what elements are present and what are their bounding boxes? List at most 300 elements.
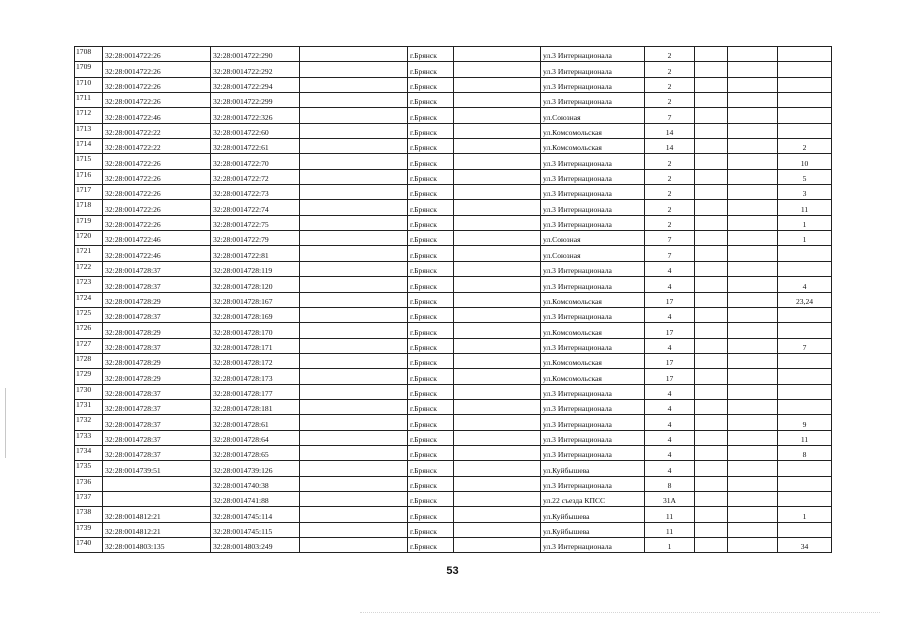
cadastral-number: 32:28:0014722:79 [211, 231, 300, 246]
city: г.Брянск [408, 384, 454, 399]
empty-cell [300, 77, 408, 92]
empty-cell [300, 231, 408, 246]
cadastral-quarter: 32:28:0014728:29 [103, 369, 211, 384]
empty-cell [454, 353, 541, 368]
cadastral-number: 32:28:0014722:294 [211, 77, 300, 92]
house-number: 17 [645, 323, 695, 338]
empty-cell [454, 538, 541, 553]
empty-cell [728, 47, 778, 62]
table-row [75, 231, 832, 246]
flat-number [778, 47, 832, 62]
empty-cell [728, 77, 778, 92]
empty-cell [695, 507, 728, 522]
table-row [75, 538, 832, 553]
empty-cell [695, 430, 728, 445]
flat-number [778, 246, 832, 261]
row-number: 1735 [75, 461, 103, 476]
street: ул.3 Интернационала [541, 200, 645, 215]
house-number: 14 [645, 139, 695, 154]
row-number: 1732 [75, 415, 103, 430]
empty-cell [728, 476, 778, 491]
empty-cell [454, 77, 541, 92]
row-number: 1722 [75, 261, 103, 276]
empty-cell [300, 108, 408, 123]
city: г.Брянск [408, 47, 454, 62]
city: г.Брянск [408, 323, 454, 338]
empty-cell [728, 277, 778, 292]
cadastral-quarter: 32:28:0014728:37 [103, 307, 211, 322]
empty-cell [454, 384, 541, 399]
empty-cell [300, 522, 408, 537]
table-row [75, 445, 832, 460]
cadastral-number: 32:28:0014728:61 [211, 415, 300, 430]
empty-cell [300, 139, 408, 154]
cadastral-quarter: 32:28:0014722:26 [103, 93, 211, 108]
city: г.Брянск [408, 185, 454, 200]
street: ул.Союзная [541, 108, 645, 123]
flat-number [778, 93, 832, 108]
table-row [75, 261, 832, 276]
house-number: 7 [645, 108, 695, 123]
street: ул.22 съезда КПСС [541, 491, 645, 506]
flat-number [778, 123, 832, 138]
street: ул.3 Интернационала [541, 215, 645, 230]
empty-cell [695, 231, 728, 246]
empty-cell [695, 384, 728, 399]
empty-cell [695, 108, 728, 123]
city: г.Брянск [408, 215, 454, 230]
table-row [75, 338, 832, 353]
empty-cell [728, 338, 778, 353]
street: ул.3 Интернационала [541, 399, 645, 414]
flat-number: 8 [778, 445, 832, 460]
house-number: 4 [645, 277, 695, 292]
cadastral-quarter: 32:28:0014728:29 [103, 323, 211, 338]
city: г.Брянск [408, 430, 454, 445]
house-number: 7 [645, 231, 695, 246]
cadastral-number: 32:28:0014722:75 [211, 215, 300, 230]
street: ул.Союзная [541, 246, 645, 261]
empty-cell [300, 47, 408, 62]
empty-cell [454, 108, 541, 123]
house-number: 1 [645, 538, 695, 553]
table-row [75, 123, 832, 138]
empty-cell [728, 430, 778, 445]
empty-cell [728, 369, 778, 384]
empty-cell [728, 445, 778, 460]
empty-cell [695, 215, 728, 230]
street: ул.3 Интернационала [541, 384, 645, 399]
table-row [75, 323, 832, 338]
street: ул.Куйбышева [541, 461, 645, 476]
empty-cell [728, 399, 778, 414]
street: ул.3 Интернационала [541, 277, 645, 292]
empty-cell [695, 62, 728, 77]
empty-cell [300, 123, 408, 138]
flat-number: 11 [778, 200, 832, 215]
cadastral-number: 32:28:0014722:61 [211, 139, 300, 154]
table-row [75, 139, 832, 154]
empty-cell [454, 246, 541, 261]
empty-cell [695, 353, 728, 368]
house-number: 7 [645, 246, 695, 261]
city: г.Брянск [408, 261, 454, 276]
street: ул.3 Интернационала [541, 476, 645, 491]
row-number: 1739 [75, 522, 103, 537]
flat-number [778, 323, 832, 338]
cadastral-number: 32:28:0014728:167 [211, 292, 300, 307]
table-row [75, 491, 832, 506]
house-number: 2 [645, 215, 695, 230]
cadastral-quarter: 32:28:0014728:37 [103, 338, 211, 353]
empty-cell [728, 215, 778, 230]
cadastral-number: 32:28:0014728:170 [211, 323, 300, 338]
cadastral-number: 32:28:0014740:38 [211, 476, 300, 491]
empty-cell [695, 47, 728, 62]
empty-cell [300, 246, 408, 261]
page-number: 53 [446, 565, 459, 577]
empty-cell [300, 215, 408, 230]
empty-cell [300, 430, 408, 445]
cadastral-number: 32:28:0014728:172 [211, 353, 300, 368]
house-number: 4 [645, 338, 695, 353]
street: ул.3 Интернационала [541, 169, 645, 184]
cadastral-number: 32:28:0014728:171 [211, 338, 300, 353]
empty-cell [300, 369, 408, 384]
empty-cell [300, 62, 408, 77]
empty-cell [728, 507, 778, 522]
street: ул.Куйбышева [541, 522, 645, 537]
empty-cell [300, 169, 408, 184]
street: ул.3 Интернационала [541, 47, 645, 62]
city: г.Брянск [408, 200, 454, 215]
empty-cell [454, 491, 541, 506]
city: г.Брянск [408, 522, 454, 537]
cadastral-number: 32:28:0014803:249 [211, 538, 300, 553]
empty-cell [728, 384, 778, 399]
house-number: 2 [645, 47, 695, 62]
empty-cell [728, 353, 778, 368]
empty-cell [695, 307, 728, 322]
cadastral-number: 32:28:0014722:292 [211, 62, 300, 77]
empty-cell [728, 522, 778, 537]
city: г.Брянск [408, 292, 454, 307]
street: ул.3 Интернационала [541, 93, 645, 108]
cadastral-quarter: 32:28:0014722:46 [103, 231, 211, 246]
empty-cell [454, 476, 541, 491]
table-row [75, 384, 832, 399]
empty-cell [300, 491, 408, 506]
house-number: 2 [645, 93, 695, 108]
house-number: 17 [645, 369, 695, 384]
empty-cell [728, 62, 778, 77]
empty-cell [454, 154, 541, 169]
cadastral-quarter: 32:28:0014722:26 [103, 215, 211, 230]
flat-number [778, 108, 832, 123]
row-number: 1725 [75, 307, 103, 322]
row-number: 1736 [75, 476, 103, 491]
table-row [75, 415, 832, 430]
cadastral-number: 32:28:0014741:88 [211, 491, 300, 506]
city: г.Брянск [408, 231, 454, 246]
row-number: 1734 [75, 445, 103, 460]
house-number: 11 [645, 522, 695, 537]
empty-cell [695, 185, 728, 200]
empty-cell [300, 93, 408, 108]
empty-cell [728, 108, 778, 123]
street: ул.3 Интернационала [541, 185, 645, 200]
empty-cell [728, 292, 778, 307]
flat-number [778, 491, 832, 506]
empty-cell [728, 461, 778, 476]
house-number: 4 [645, 415, 695, 430]
empty-cell [454, 93, 541, 108]
empty-cell [454, 47, 541, 62]
empty-cell [728, 307, 778, 322]
table-row [75, 108, 832, 123]
row-number: 1724 [75, 292, 103, 307]
cadastral-number: 32:28:0014722:70 [211, 154, 300, 169]
empty-cell [454, 139, 541, 154]
flat-number [778, 77, 832, 92]
cadastral-quarter: 32:28:0014722:22 [103, 139, 211, 154]
city: г.Брянск [408, 139, 454, 154]
empty-cell [695, 261, 728, 276]
cadastral-quarter: 32:28:0014728:37 [103, 430, 211, 445]
cadastral-number: 32:28:0014722:60 [211, 123, 300, 138]
row-number: 1733 [75, 430, 103, 445]
street: ул.Комсомольская [541, 369, 645, 384]
cadastral-quarter: 32:28:0014722:26 [103, 47, 211, 62]
empty-cell [300, 154, 408, 169]
table-row [75, 476, 832, 491]
empty-cell [300, 399, 408, 414]
cadastral-quarter: 32:28:0014722:26 [103, 77, 211, 92]
cadastral-number: 32:28:0014739:126 [211, 461, 300, 476]
flat-number: 3 [778, 185, 832, 200]
empty-cell [695, 369, 728, 384]
house-number: 14 [645, 123, 695, 138]
row-number: 1715 [75, 154, 103, 169]
flat-number: 4 [778, 277, 832, 292]
row-number: 1719 [75, 215, 103, 230]
street: ул.3 Интернационала [541, 307, 645, 322]
cadastral-number: 32:28:0014728:120 [211, 277, 300, 292]
row-number: 1714 [75, 139, 103, 154]
table-row [75, 169, 832, 184]
table-row [75, 507, 832, 522]
empty-cell [695, 445, 728, 460]
empty-cell [300, 353, 408, 368]
empty-cell [454, 461, 541, 476]
empty-cell [300, 277, 408, 292]
city: г.Брянск [408, 123, 454, 138]
cadastral-quarter: 32:28:0014728:29 [103, 353, 211, 368]
flat-number: 11 [778, 430, 832, 445]
empty-cell [454, 445, 541, 460]
street: ул.3 Интернационала [541, 430, 645, 445]
cadastral-quarter: 32:28:0014722:22 [103, 123, 211, 138]
cadastral-quarter [103, 491, 211, 506]
cadastral-quarter: 32:28:0014812:21 [103, 522, 211, 537]
street: ул.Союзная [541, 231, 645, 246]
empty-cell [728, 246, 778, 261]
empty-cell [695, 476, 728, 491]
cadastral-number: 32:28:0014722:74 [211, 200, 300, 215]
empty-cell [695, 123, 728, 138]
empty-cell [728, 323, 778, 338]
cadastral-number: 32:28:0014728:65 [211, 445, 300, 460]
empty-cell [728, 231, 778, 246]
street: ул.Комсомольская [541, 323, 645, 338]
row-number: 1730 [75, 384, 103, 399]
cadastral-number: 32:28:0014722:299 [211, 93, 300, 108]
row-number: 1709 [75, 62, 103, 77]
street: ул.3 Интернационала [541, 62, 645, 77]
city: г.Брянск [408, 93, 454, 108]
table-row [75, 215, 832, 230]
flat-number: 7 [778, 338, 832, 353]
empty-cell [454, 522, 541, 537]
flat-number: 1 [778, 231, 832, 246]
empty-cell [695, 522, 728, 537]
cadastral-number: 32:28:0014745:115 [211, 522, 300, 537]
row-number: 1711 [75, 93, 103, 108]
house-number: 2 [645, 154, 695, 169]
register-body [75, 47, 832, 553]
empty-cell [454, 123, 541, 138]
city: г.Брянск [408, 338, 454, 353]
flat-number [778, 384, 832, 399]
row-number: 1717 [75, 185, 103, 200]
table-row [75, 47, 832, 62]
empty-cell [454, 507, 541, 522]
empty-cell [728, 139, 778, 154]
empty-cell [454, 185, 541, 200]
city: г.Брянск [408, 277, 454, 292]
table-row [75, 185, 832, 200]
empty-cell [728, 123, 778, 138]
street: ул.3 Интернационала [541, 538, 645, 553]
empty-cell [454, 231, 541, 246]
row-number: 1727 [75, 338, 103, 353]
house-number: 4 [645, 430, 695, 445]
cadastral-quarter: 32:28:0014722:26 [103, 169, 211, 184]
cadastral-number: 32:28:0014722:326 [211, 108, 300, 123]
empty-cell [300, 323, 408, 338]
street: ул.3 Интернационала [541, 77, 645, 92]
flat-number [778, 369, 832, 384]
cadastral-number: 32:28:0014722:72 [211, 169, 300, 184]
empty-cell [695, 415, 728, 430]
street: ул.Комсомольская [541, 353, 645, 368]
empty-cell [454, 169, 541, 184]
city: г.Брянск [408, 507, 454, 522]
house-number: 2 [645, 77, 695, 92]
empty-cell [300, 185, 408, 200]
table-row [75, 307, 832, 322]
house-number: 4 [645, 445, 695, 460]
cadastral-quarter: 32:28:0014722:46 [103, 246, 211, 261]
table-row [75, 77, 832, 92]
empty-cell [300, 200, 408, 215]
cadastral-quarter: 32:28:0014812:21 [103, 507, 211, 522]
city: г.Брянск [408, 415, 454, 430]
empty-cell [300, 476, 408, 491]
house-number: 8 [645, 476, 695, 491]
cadastral-quarter: 32:28:0014722:26 [103, 154, 211, 169]
property-register-table [74, 46, 832, 553]
empty-cell [300, 538, 408, 553]
empty-cell [695, 277, 728, 292]
row-number: 1740 [75, 538, 103, 553]
house-number: 4 [645, 461, 695, 476]
city: г.Брянск [408, 353, 454, 368]
city: г.Брянск [408, 108, 454, 123]
cadastral-quarter: 32:28:0014722:46 [103, 108, 211, 123]
empty-cell [300, 292, 408, 307]
table-row [75, 353, 832, 368]
empty-cell [454, 430, 541, 445]
table-row [75, 522, 832, 537]
cadastral-number: 32:28:0014728:177 [211, 384, 300, 399]
empty-cell [300, 461, 408, 476]
flat-number: 1 [778, 215, 832, 230]
empty-cell [300, 307, 408, 322]
house-number: 4 [645, 384, 695, 399]
row-number: 1716 [75, 169, 103, 184]
house-number: 11 [645, 507, 695, 522]
row-number: 1710 [75, 77, 103, 92]
cadastral-quarter: 32:28:0014728:37 [103, 384, 211, 399]
table-row [75, 246, 832, 261]
row-number: 1720 [75, 231, 103, 246]
scan-artifact-line [5, 388, 6, 458]
empty-cell [300, 384, 408, 399]
cadastral-quarter: 32:28:0014728:37 [103, 445, 211, 460]
row-number: 1721 [75, 246, 103, 261]
empty-cell [728, 185, 778, 200]
house-number: 2 [645, 200, 695, 215]
street: ул.Комсомольская [541, 139, 645, 154]
city: г.Брянск [408, 538, 454, 553]
street: ул.3 Интернационала [541, 338, 645, 353]
flat-number [778, 353, 832, 368]
empty-cell [695, 139, 728, 154]
flat-number [778, 399, 832, 414]
empty-cell [454, 261, 541, 276]
empty-cell [695, 338, 728, 353]
cadastral-number: 32:28:0014722:81 [211, 246, 300, 261]
street: ул.3 Интернационала [541, 415, 645, 430]
street: ул.3 Интернационала [541, 154, 645, 169]
city: г.Брянск [408, 491, 454, 506]
cadastral-number: 32:28:0014722:73 [211, 185, 300, 200]
cadastral-quarter: 32:28:0014722:26 [103, 185, 211, 200]
cadastral-number: 32:28:0014728:169 [211, 307, 300, 322]
city: г.Брянск [408, 476, 454, 491]
cadastral-quarter: 32:28:0014728:37 [103, 399, 211, 414]
city: г.Брянск [408, 246, 454, 261]
city: г.Брянск [408, 307, 454, 322]
empty-cell [695, 246, 728, 261]
flat-number [778, 261, 832, 276]
empty-cell [728, 200, 778, 215]
cadastral-quarter [103, 476, 211, 491]
empty-cell [695, 154, 728, 169]
street: ул.Комсомольская [541, 292, 645, 307]
flat-number: 23,24 [778, 292, 832, 307]
